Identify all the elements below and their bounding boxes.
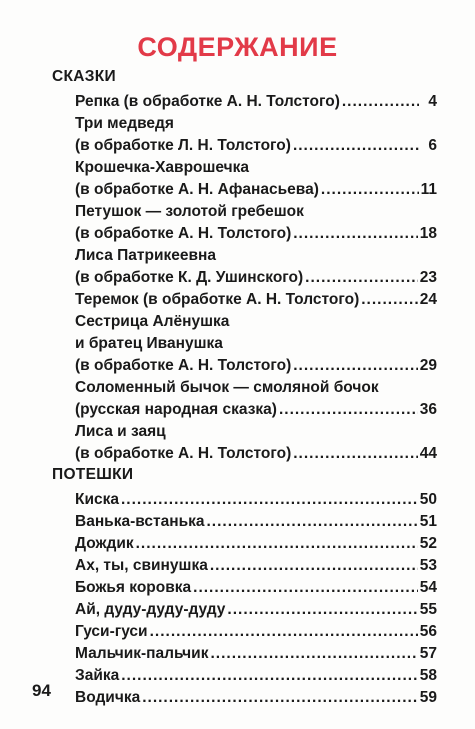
entry-title: (в обработке А. Н. Толстого)	[75, 357, 292, 374]
toc-entry[interactable]	[75, 665, 437, 686]
entry-title: Ай, дуду-дуду-дуду	[75, 601, 226, 618]
leader-dots	[193, 577, 418, 598]
entry-title-line[interactable]: Соломенный бычок — смоляной бочок	[75, 379, 379, 396]
entry-page: 57	[419, 645, 437, 662]
entry-title-line[interactable]: Петушок — золотой гребешок	[75, 203, 304, 220]
entry-title: Мальчик-пальчик	[75, 645, 209, 662]
section-heading-skazki: СКАЗКИ	[52, 68, 116, 85]
entry-title: Гуси-гуси	[75, 623, 148, 640]
toc-entry[interactable]	[75, 687, 437, 708]
leader-dots	[293, 135, 419, 156]
page-number: 94	[32, 681, 51, 700]
entry-page: 59	[419, 689, 437, 706]
entry-page: 55	[419, 601, 437, 618]
entry-title-line[interactable]: Крошечка-Хаврошечка	[75, 159, 250, 176]
toc-entry[interactable]	[75, 533, 437, 554]
toc-entry[interactable]	[75, 599, 437, 620]
toc-entry[interactable]	[75, 489, 437, 510]
leader-dots	[150, 621, 418, 642]
entry-page: 6	[428, 137, 437, 154]
toc-entry[interactable]	[75, 91, 437, 112]
entry-page: 23	[419, 269, 437, 286]
entry-page: 50	[419, 491, 437, 508]
entry-page: 24	[419, 291, 437, 308]
leader-dots	[142, 687, 418, 708]
entry-page: 51	[419, 513, 437, 530]
toc-entry[interactable]	[75, 443, 437, 464]
entry-title: (русская народная сказка)	[75, 401, 277, 418]
leader-dots	[210, 555, 418, 576]
toc-entry[interactable]	[75, 511, 437, 532]
entry-title: Киска	[75, 491, 119, 508]
leader-dots	[121, 665, 418, 686]
entry-title: (в обработке К. Д. Ушинского)	[75, 269, 304, 286]
leader-dots	[227, 599, 417, 620]
leader-dots	[210, 643, 417, 664]
toc-entry[interactable]	[75, 135, 437, 156]
entry-title-line[interactable]: Лиса Патрикеевна	[75, 247, 216, 264]
entry-title: Теремок (в обработке А. Н. Толстого)	[75, 291, 360, 308]
entry-title: Зайка	[75, 667, 120, 684]
entry-title: (в обработке А. Н. Толстого)	[75, 225, 292, 242]
entry-page: 54	[419, 579, 437, 596]
entry-title: (в обработке Л. Н. Толстого)	[75, 137, 291, 154]
toc-entry[interactable]	[75, 621, 437, 642]
entry-page: 44	[419, 445, 437, 462]
entry-title: Божья коровка	[75, 579, 192, 596]
entry-title: Ванька-встанька	[75, 513, 205, 530]
entry-title-line[interactable]: Три медведя	[75, 115, 174, 132]
entry-page: 18	[419, 225, 437, 242]
section-heading-poteshki: ПОТЕШКИ	[52, 466, 134, 483]
leader-dots	[305, 267, 418, 288]
leader-dots	[293, 443, 418, 464]
leader-dots	[207, 511, 418, 532]
leader-dots	[361, 289, 418, 310]
entry-page: 36	[419, 401, 437, 418]
entry-page: 11	[420, 181, 437, 198]
toc-entry[interactable]	[75, 577, 437, 598]
leader-dots	[321, 179, 419, 200]
entry-title: Водичка	[75, 689, 141, 706]
entry-page: 4	[428, 93, 437, 110]
entry-title: Ах, ты, свинушка	[75, 557, 208, 574]
toc-entry[interactable]	[75, 289, 437, 310]
entry-title-line[interactable]: Лиса и заяц	[75, 423, 166, 440]
leader-dots	[279, 399, 418, 420]
entry-page: 53	[419, 557, 437, 574]
entry-title-line[interactable]: и братец Иванушка	[75, 335, 223, 352]
toc-entry[interactable]	[75, 355, 437, 376]
page-title: СОДЕРЖАНИЕ	[137, 32, 338, 62]
entry-page: 58	[419, 667, 437, 684]
leader-dots	[293, 355, 418, 376]
entry-page: 29	[419, 357, 437, 374]
toc-entry[interactable]	[75, 399, 437, 420]
leader-dots	[293, 223, 418, 244]
entry-title: (в обработке А. Н. Толстого)	[75, 445, 292, 462]
toc-entry[interactable]	[75, 267, 437, 288]
entry-title: (в обработке А. Н. Афанасьева)	[75, 181, 319, 198]
entry-page: 56	[419, 623, 437, 640]
leader-dots	[121, 489, 418, 510]
entry-title: Репка (в обработке А. Н. Толстого)	[75, 93, 340, 110]
toc-entry[interactable]	[75, 179, 437, 200]
entry-title: Дождик	[75, 535, 134, 552]
toc-entry[interactable]	[75, 643, 437, 664]
entry-title-line[interactable]: Сестрица Алёнушка	[75, 313, 230, 330]
toc-entry[interactable]	[75, 223, 437, 244]
leader-dots	[342, 91, 419, 112]
leader-dots	[136, 533, 418, 554]
toc-entry[interactable]	[75, 555, 437, 576]
entry-page: 52	[419, 535, 437, 552]
